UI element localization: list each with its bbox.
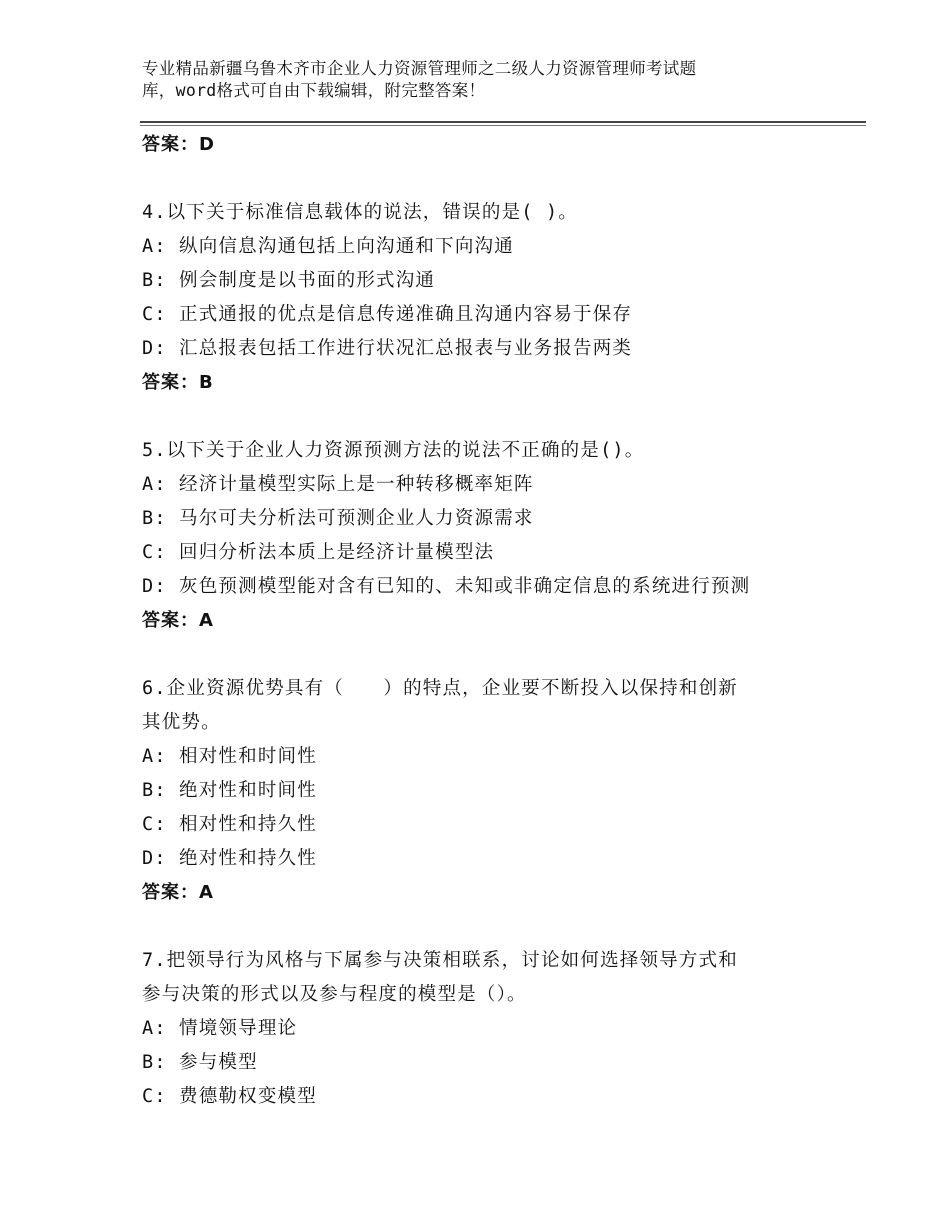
- header-divider-thick: [140, 121, 866, 123]
- option-b: B: 马尔可夫分析法可预测企业人力资源需求: [142, 508, 534, 529]
- spacer: [142, 162, 842, 196]
- option-a: A: 经济计量模型实际上是一种转移概率矩阵: [142, 474, 534, 495]
- option-c: C: 费德勒权变模型: [142, 1086, 317, 1107]
- question-stem: 6.企业资源优势具有（ ）的特点，企业要不断投入以保持和创新: [142, 678, 738, 699]
- question-stem: 4.以下关于标准信息载体的说法，错误的是( )。: [142, 202, 578, 223]
- option-b: B: 绝对性和时间性: [142, 780, 317, 801]
- header-line-2: 库，word格式可自由下载编辑，附完整答案！: [142, 81, 486, 100]
- option-a: A: 情境领导理论: [142, 1018, 298, 1039]
- header-divider-thin: [140, 125, 866, 126]
- previous-answer: 答案：D: [142, 134, 215, 155]
- question-4: [142, 196, 842, 400]
- question-answer: 答案：A: [142, 610, 214, 631]
- option-d: D: 灰色预测模型能对含有已知的、未知或非确定信息的系统进行预测: [142, 576, 751, 597]
- question-5: [142, 434, 842, 638]
- option-a: A: 相对性和时间性: [142, 746, 317, 767]
- question-stem: 7.把领导行为风格与下属参与决策相联系，讨论如何选择领导方式和: [142, 950, 738, 971]
- question-6: [142, 672, 842, 910]
- option-b: B: 例会制度是以书面的形式沟通: [142, 270, 436, 291]
- question-stem-continued: 参与决策的形式以及参与程度的模型是（）。: [142, 984, 527, 1005]
- option-c: C: 回归分析法本质上是经济计量模型法: [142, 542, 495, 563]
- header-line-1: 专业精品新疆乌鲁木齐市企业人力资源管理师之二级人力资源管理师考试题: [142, 59, 697, 78]
- option-c: C: 正式通报的优点是信息传递准确且沟通内容易于保存: [142, 304, 633, 325]
- question-answer: 答案：B: [142, 372, 214, 393]
- question-stem-continued: 其优势。: [142, 712, 221, 733]
- option-b: B: 参与模型: [142, 1052, 258, 1073]
- option-d: D: 汇总报表包括工作进行状况汇总报表与业务报告两类: [142, 338, 633, 359]
- question-7: [142, 944, 842, 1114]
- spacer: [142, 400, 842, 434]
- question-stem: 5.以下关于企业人力资源预测方法的说法不正确的是()。: [142, 440, 645, 461]
- option-d: D: 绝对性和持久性: [142, 848, 317, 869]
- option-c: C: 相对性和持久性: [142, 814, 317, 835]
- spacer: [142, 638, 842, 672]
- page-header: [142, 58, 842, 102]
- option-a: A: 纵向信息沟通包括上向沟通和下向沟通: [142, 236, 514, 257]
- question-content: [142, 128, 842, 1114]
- spacer: [142, 910, 842, 944]
- question-answer: 答案：A: [142, 882, 214, 903]
